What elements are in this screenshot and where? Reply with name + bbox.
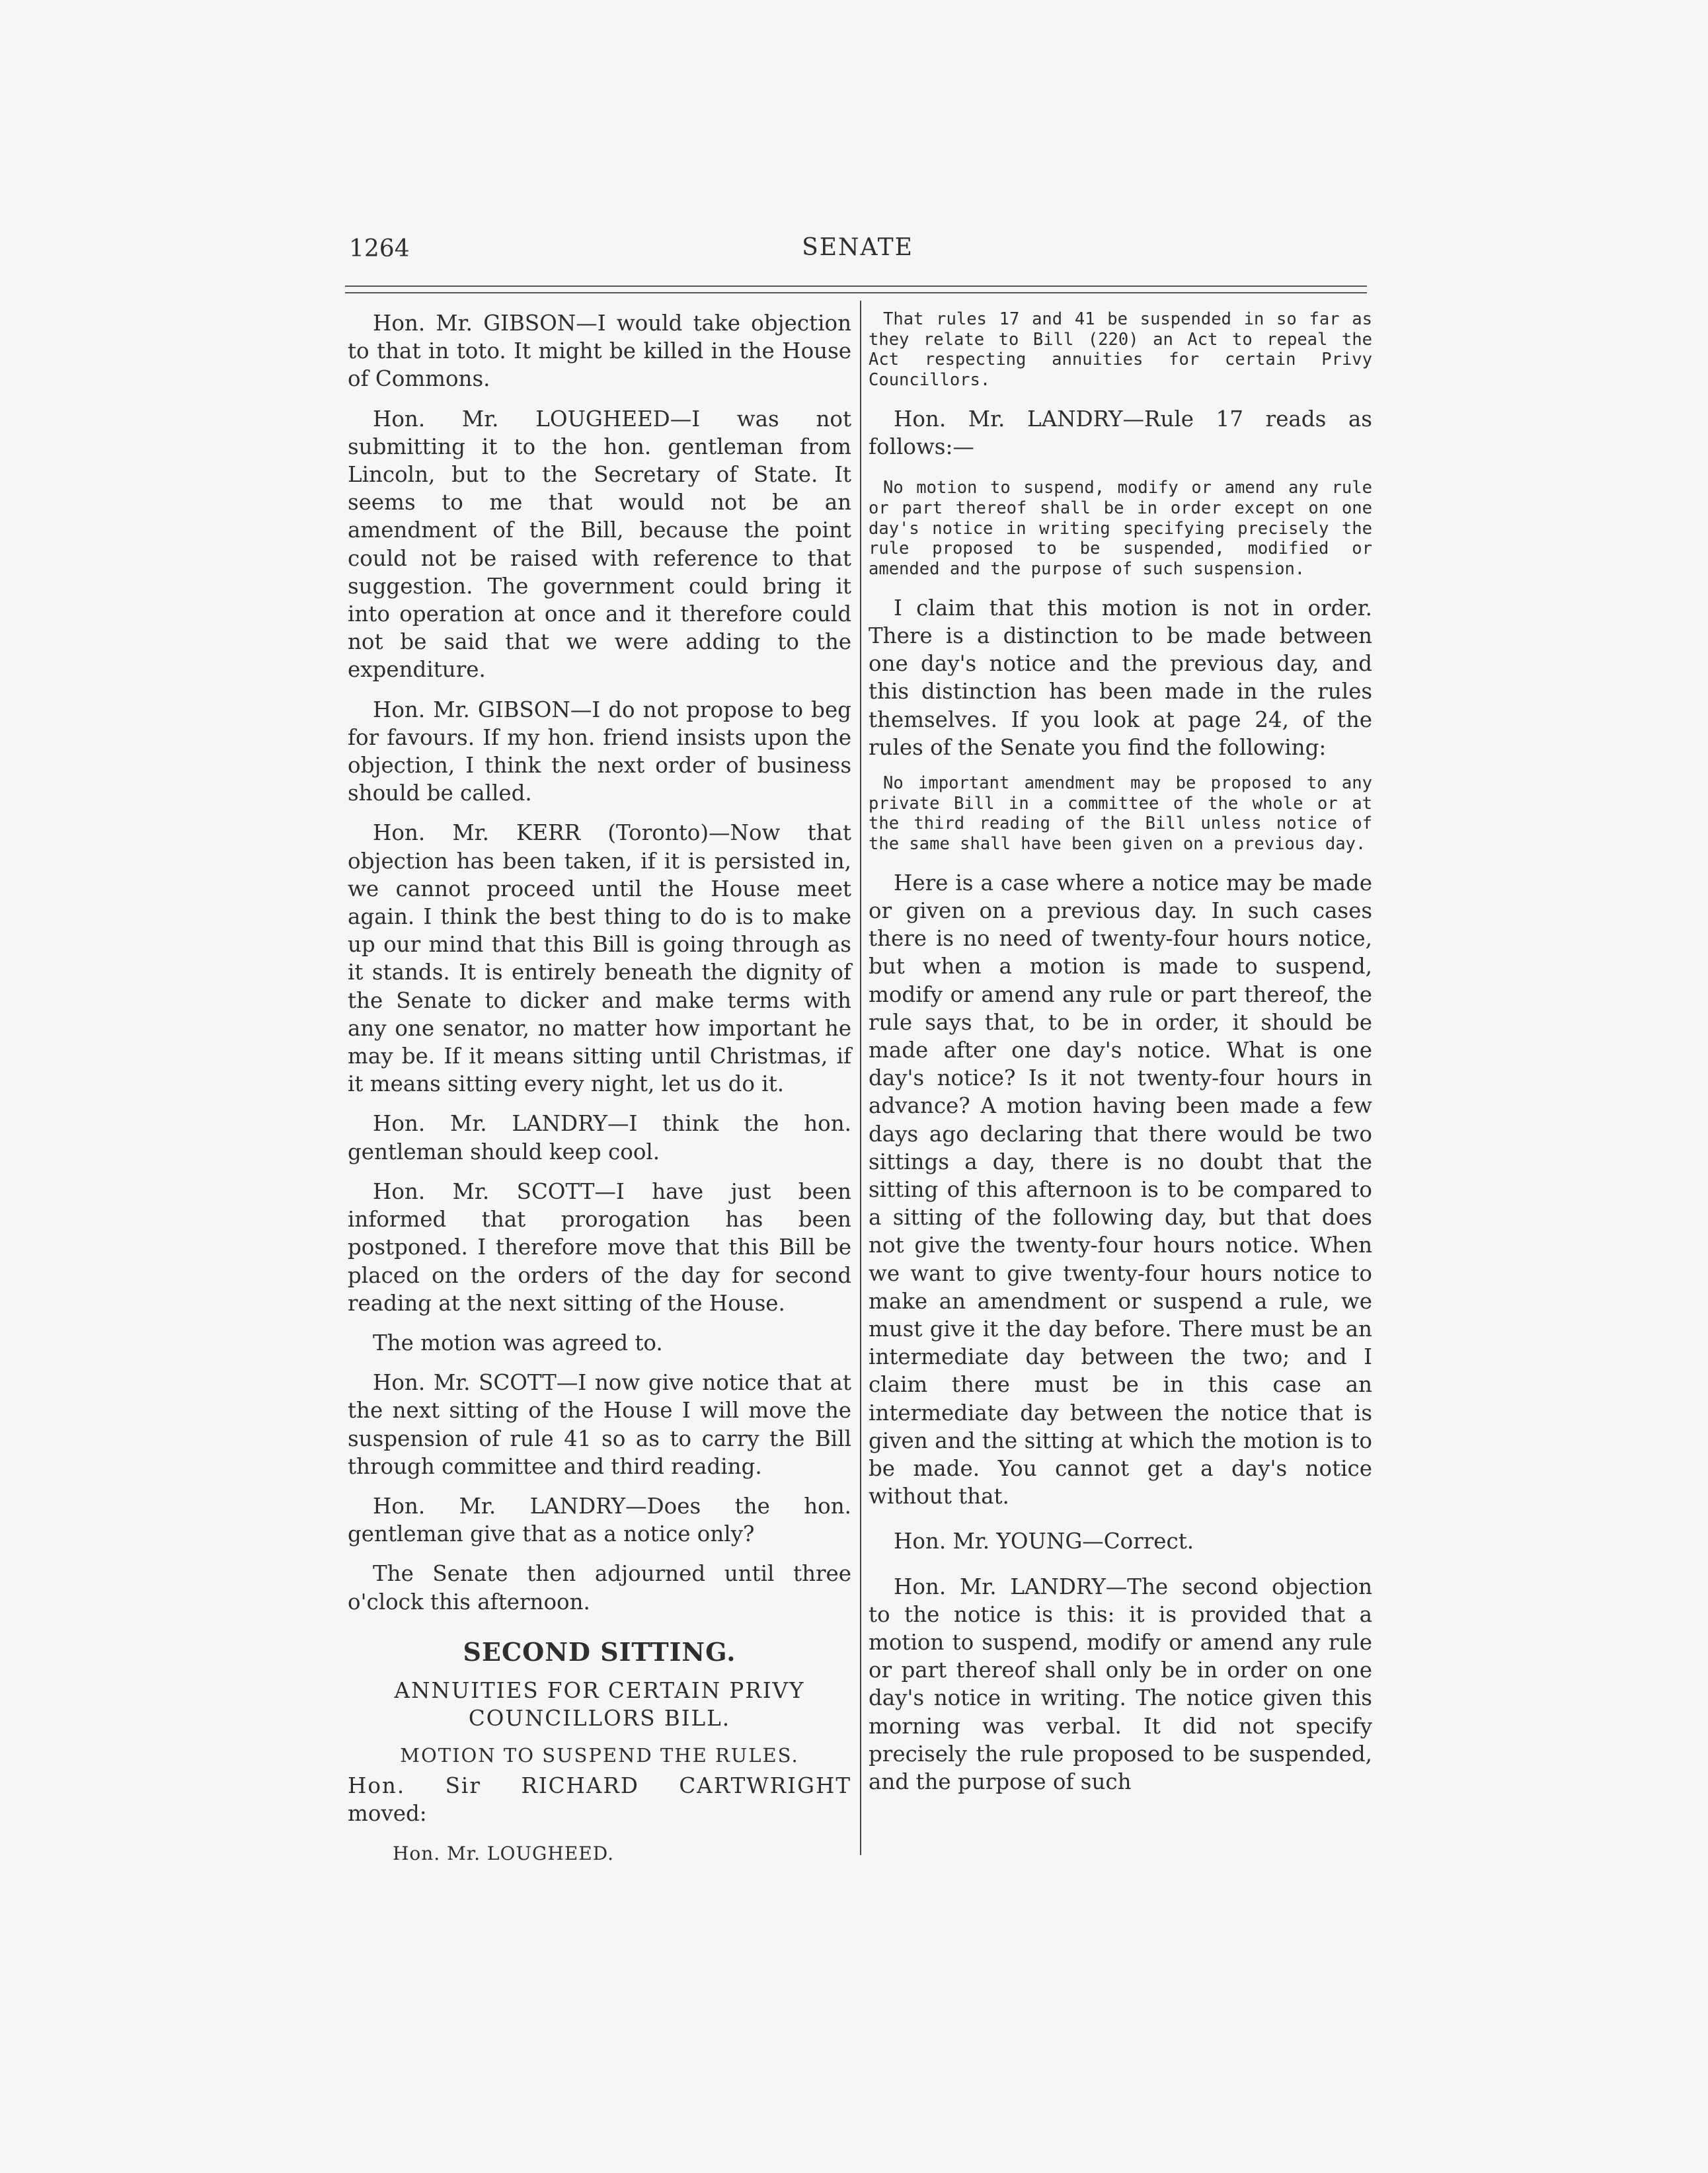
- mover-line: [348, 1772, 851, 1800]
- mover-word: Hon.: [348, 1773, 406, 1799]
- heading-bill-line1: ANNUITIES FOR CERTAIN PRIVY: [394, 1677, 805, 1703]
- adjournment-note: The Senate then adjourned until three o'clock this afternoon.: [348, 1561, 851, 1615]
- speech-landry-2: Hon. Mr. LANDRY—Does the hon. gentleman give that as a notice only?: [348, 1493, 851, 1547]
- heading-bill-line2: COUNCILLORS BILL.: [468, 1705, 731, 1731]
- right-column: [869, 309, 1372, 1808]
- rule-page-24-quote: No important amendment may be proposed to any private Bill in a committee of the whole or at the third reading of the Bill unless notice of the same shall have been given on a previous day.: [869, 773, 1372, 855]
- speech-landry-6: Hon. Mr. LANDRY—The second objection to the notice is this: it is provided that a motion to suspend, modify or amend any rule or part thereof shall only be in order on one day's notice in writing. The notice given this morning was verbal. It did not specify precisely the rule proposed to be suspended, and the purpose of such: [869, 1574, 1372, 1795]
- mover-word: Sir: [445, 1773, 481, 1799]
- page-header: [347, 234, 1368, 267]
- speech-scott-2: Hon. Mr. SCOTT—I now give notice that at the next sitting of the House I will move the suspension of rule 41 so as to carry the Bill through committee and third reading.: [348, 1370, 851, 1479]
- speech-scott-1: Hon. Mr. SCOTT—I have just been informed that prorogation has been postponed. I therefore move that this Bill be placed on the orders of the day for second reading at the next sitting of the House.: [348, 1178, 851, 1316]
- speech-landry-1: Hon. Mr. LANDRY—I think the hon. gentleman should keep cool.: [348, 1111, 851, 1164]
- mover-word: CARTWRIGHT: [679, 1773, 851, 1799]
- header-double-rule: [345, 286, 1367, 293]
- speech-young: Hon. Mr. YOUNG—Correct.: [894, 1529, 1194, 1554]
- heading-bill-title: [348, 1677, 851, 1732]
- speech-landry-3: Hon. Mr. LANDRY—Rule 17 reads as follows:—: [869, 406, 1372, 460]
- speech-gibson-2: Hon. Mr. GIBSON—I do not propose to beg for favours. If my hon. friend insists upon the objection, I think the next order of business should be called.: [348, 697, 851, 806]
- motion-seconder: Hon. Mr. LOUGHEED.: [393, 1842, 615, 1864]
- page-number: 1264: [349, 235, 410, 262]
- motion-text-quote: That rules 17 and 41 be suspended in so far as they relate to Bill (220) an Act to repeal the Act respecting annuities for certain Privy Councillors.: [869, 309, 1372, 391]
- speech-lougheed: Hon. Mr. LOUGHEED—I was not submitting it to the hon. gentleman from Lincoln, but to the Secretary of State. It seems to me that would not be an amendment of the Bill, because the point could not be raised with reference to that suggestion. The government could bring it into operation at once and it therefore could not be said that we were adding to the expenditure.: [348, 406, 851, 683]
- heading-motion: MOTION TO SUSPEND THE RULES.: [400, 1743, 799, 1767]
- speech-gibson-1: Hon. Mr. GIBSON—I would take objection to that in toto. It might be killed in the House of Commons.: [348, 311, 851, 392]
- left-column: [348, 309, 851, 1868]
- heading-second-sitting: SECOND SITTING.: [463, 1636, 736, 1667]
- motion-agreed: The motion was agreed to.: [373, 1330, 663, 1355]
- rule-17-quote: No motion to suspend, modify or amend any rule or part thereof shall be in order except on one day's notice in writing specifying precisely the rule proposed to be suspended, modified or amended and the purpose of such suspension.: [869, 478, 1372, 580]
- mover-continuation: moved:: [348, 1801, 427, 1827]
- speech-landry-4: I claim that this motion is not in order. There is a distinction to be made between one day's notice and the previous day, and this distinction has been made in the rules themselves. If you look at page 24, of the rules of the Senate you find the following:: [869, 595, 1372, 760]
- running-head: SENATE: [802, 234, 913, 261]
- speech-kerr: Hon. Mr. KERR (Toronto)—Now that objection has been taken, if it is persisted in, we cannot proceed until the House meet again. I think the best thing to do is to make up our mind that this Bill is going through as it stands. It is entirely beneath the dignity of the Senate to dicker and make terms with any one senator, no matter how important he may be. If it means sitting until Christmas, if it means sitting every night, let us do it.: [348, 820, 851, 1097]
- mover-word: RICHARD: [521, 1773, 639, 1799]
- column-divider: [860, 301, 861, 1855]
- speech-landry-5: Here is a case where a notice may be made or given on a previous day. In such cases there is no need of twenty-four hours notice, but when a motion is made to suspend, modify or amend any rule or part thereof, the rule says that, to be in order, it should be made after one day's notice. What is one day's notice? Is it not twenty-four hours in advance? A motion having been made a few days ago declaring that there would be two sittings a day, there is no doubt that the sitting of this afternoon is to be compared to a sitting of the following day, but that does not give the twenty-four hours notice. When we want to give twenty-four hours notice to make an amendment or suspend a rule, we must give it the day before. There must be an intermediate day between the two; and I claim there must be in this case an intermediate day between the notice that is given and the sitting at which the motion is to be made. You cannot get a day's notice without that.: [869, 870, 1372, 1509]
